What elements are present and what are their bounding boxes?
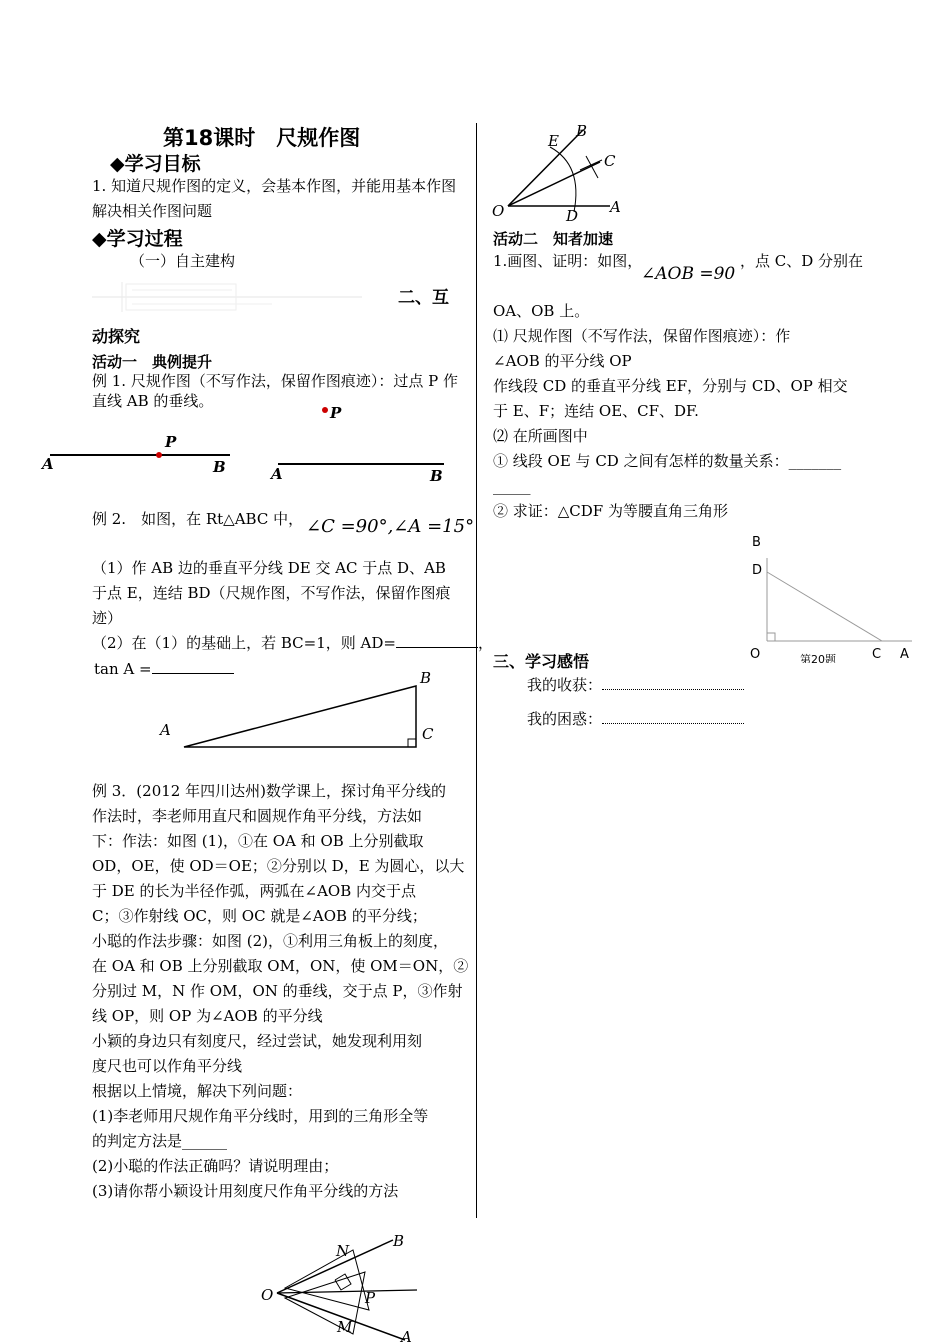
example-3-figure-2 bbox=[255, 1228, 435, 1344]
example-3-line: 分别过 M，N 作 OM，ON 的垂线，交于点 P，③作射 bbox=[92, 982, 463, 1000]
label-m: M bbox=[337, 1318, 353, 1336]
label-b: B bbox=[576, 122, 588, 140]
reflection-heading: 三、学习感悟 bbox=[493, 652, 590, 671]
activity-2-line: ② 求证：△CDF 为等腰直角三角形 bbox=[493, 502, 728, 520]
label-n: N bbox=[336, 1242, 350, 1260]
label-c: C bbox=[422, 725, 434, 743]
example-3-line: 作法时，李老师用直尺和圆规作角平分线，方法如 bbox=[92, 807, 423, 825]
label-a: A bbox=[610, 198, 621, 216]
activity-2-line: ① 线段 OE 与 CD 之间有怎样的数量关系：_______ bbox=[493, 452, 842, 470]
example-2-question-2: （2）在（1）的基础上，若 BC=1，则 AD= ， bbox=[92, 634, 493, 652]
point-p-off-line bbox=[322, 407, 328, 413]
example-2-q2-text: （2）在（1）的基础上，若 BC=1，则 AD= bbox=[92, 634, 396, 652]
label-a-left: A bbox=[42, 455, 54, 473]
label-p: P bbox=[365, 1289, 376, 1307]
segment-dc bbox=[767, 572, 882, 641]
label-p-right: P bbox=[330, 404, 342, 422]
ad-answer-blank[interactable] bbox=[396, 633, 478, 648]
activity-2-block bbox=[493, 324, 865, 524]
label-b-right: B bbox=[430, 467, 443, 485]
example-3-line: 根据以上情境，解决下列问题： bbox=[92, 1082, 303, 1100]
label-a: A bbox=[900, 647, 909, 662]
example-1-figure bbox=[38, 400, 468, 490]
example-3-figure-1 bbox=[488, 120, 638, 226]
faint-image-graphic bbox=[92, 278, 362, 316]
confusion-input-line[interactable] bbox=[602, 709, 744, 724]
example-3-block bbox=[92, 779, 472, 1204]
activity-2-formula: ∠AOB =90 bbox=[641, 264, 736, 284]
activity-2-line: 于 E、F；连结 OE、CF、DF. bbox=[493, 402, 699, 420]
activity-2-line: 作线段 CD 的垂直平分线 EF，分别与 CD、OP 相交 bbox=[493, 377, 848, 395]
activity-2-q1a: 1.画图、证明：如图， bbox=[493, 252, 643, 270]
example-3-line: 在 OA 和 OB 上分别截取 OM，ON，使 OM＝ON，② bbox=[92, 957, 469, 975]
faint-embedded-image bbox=[92, 278, 362, 316]
label-d: D bbox=[566, 207, 579, 225]
label-a-right: A bbox=[271, 465, 283, 483]
confusion-row bbox=[527, 707, 744, 732]
example-3-line: 于 DE 的长为半径作弧，两弧在∠AOB 内交于点 bbox=[92, 882, 417, 900]
ray-oc bbox=[508, 162, 600, 206]
example-3-line: (3)请你帮小颖设计用刻度尺作角平分线的方法 bbox=[92, 1182, 399, 1200]
label-o: O bbox=[261, 1286, 274, 1304]
label-p-left: P bbox=[165, 433, 177, 451]
label-e: E bbox=[548, 132, 559, 150]
confusion-label: 我的困惑： bbox=[527, 710, 603, 728]
activity-2-q1b: ，点 C、D 分别在 bbox=[740, 252, 864, 270]
label-a: A bbox=[160, 721, 171, 739]
activity-1-heading: 活动一 典例提升 bbox=[92, 353, 213, 371]
label-b: B bbox=[393, 1232, 405, 1250]
example-3-line: 小聪的作法步骤：如图 (2)，①利用三角板上的刻度， bbox=[92, 932, 449, 950]
example-2-question-1: （1）作 AB 边的垂直平分线 DE 交 AC 于点 D、AB 于点 E，连结 BD（尺规作图，不写作法，保留作图痕迹） bbox=[92, 559, 451, 627]
example-3-line: 下：作法：如图 (1)，①在 OA 和 OB 上分别截取 bbox=[92, 832, 424, 850]
right-angle-marks bbox=[335, 1274, 351, 1290]
activity-2-heading: 活动二 知者加速 bbox=[493, 230, 614, 248]
label-a: A bbox=[401, 1328, 412, 1344]
label-o: O bbox=[492, 202, 505, 220]
activity-2-line: ⑴ 尺规作图（不写作法，保留作图痕迹）：作 bbox=[493, 327, 791, 345]
process-heading: ◆学习过程 bbox=[92, 228, 183, 250]
activity-2-line: ∠AOB 的平分线 OP bbox=[493, 352, 632, 370]
triangle-abc bbox=[184, 686, 416, 747]
activity-2-line: _____ bbox=[493, 477, 531, 495]
example-3-line: (1)李老师用尺规作角平分线时，用到的三角形全等 bbox=[92, 1107, 429, 1125]
label-c: C bbox=[872, 647, 882, 662]
activity-2-q1c: OA、OB 上。 bbox=[493, 302, 590, 320]
example-3-line: 例 3．(2012 年四川达州)数学课上，探讨角平分线的 bbox=[92, 782, 446, 800]
label-d: D bbox=[752, 563, 763, 578]
objectives-heading: ◆学习目标 bbox=[110, 153, 201, 175]
label-b: B bbox=[752, 535, 761, 550]
example-3-line: C；③作射线 OC，则 OC 就是∠AOB 的平分线； bbox=[92, 907, 427, 925]
example-3-line: OD，OE，使 OD＝OE；②分别以 D，E 为圆心，以大 bbox=[92, 857, 465, 875]
explore-heading-a: 二、互 bbox=[398, 288, 449, 308]
example-3-line: (2)小聪的作法正确吗？请说明理由； bbox=[92, 1157, 339, 1175]
explore-heading-b: 动探究 bbox=[92, 327, 141, 346]
example-3-line: 度尺也可以作角平分线 bbox=[92, 1057, 243, 1075]
activity-2-figure bbox=[740, 528, 920, 663]
point-p-on-line bbox=[156, 452, 162, 458]
example-3-line: 的判定方法是______ bbox=[92, 1132, 228, 1150]
label-b: B bbox=[420, 669, 432, 687]
page-title: 第18课时 尺规作图 bbox=[163, 126, 361, 150]
label-c: C bbox=[604, 152, 616, 170]
gain-row bbox=[527, 673, 744, 698]
right-angle-mark bbox=[408, 739, 416, 747]
example-3-line: 小颖的身边只有刻度尺，经过尝试，她发现利用刻 bbox=[92, 1032, 423, 1050]
tan-label: tan A = bbox=[94, 660, 152, 678]
objective-1: 1. 知道尺规作图的定义，会基本作图，并能用基本作图解决相关作图问题 bbox=[92, 177, 457, 220]
right-angle-mark bbox=[767, 633, 775, 641]
ray-ob bbox=[508, 130, 583, 206]
label-b-left: B bbox=[213, 458, 226, 476]
gain-input-line[interactable] bbox=[602, 675, 744, 690]
self-build-label: （一）自主建构 bbox=[130, 252, 236, 270]
example-3-line: 线 OP，则 OP 为∠AOB 的平分线 bbox=[92, 1007, 323, 1025]
example-2-triangle bbox=[150, 668, 450, 758]
example-2-intro: 例 2. 如图，在 Rt△ABC 中， bbox=[92, 510, 304, 528]
arc-mark-2 bbox=[580, 160, 602, 170]
activity-2-line: ⑵ 在所画图中 bbox=[493, 427, 588, 445]
ray-ob bbox=[277, 1240, 393, 1293]
gain-label: 我的收获： bbox=[527, 676, 603, 694]
figure-caption: 第20题 bbox=[800, 653, 836, 663]
example-2-formula: ∠C =90°,∠A =15° bbox=[306, 516, 475, 537]
label-o: O bbox=[750, 647, 761, 662]
example-1-text: 例 1. 尺规作图（不写作法，保留作图痕迹）：过点 P 作直线 AB 的垂线。 bbox=[92, 372, 458, 410]
column-divider bbox=[476, 123, 477, 1218]
